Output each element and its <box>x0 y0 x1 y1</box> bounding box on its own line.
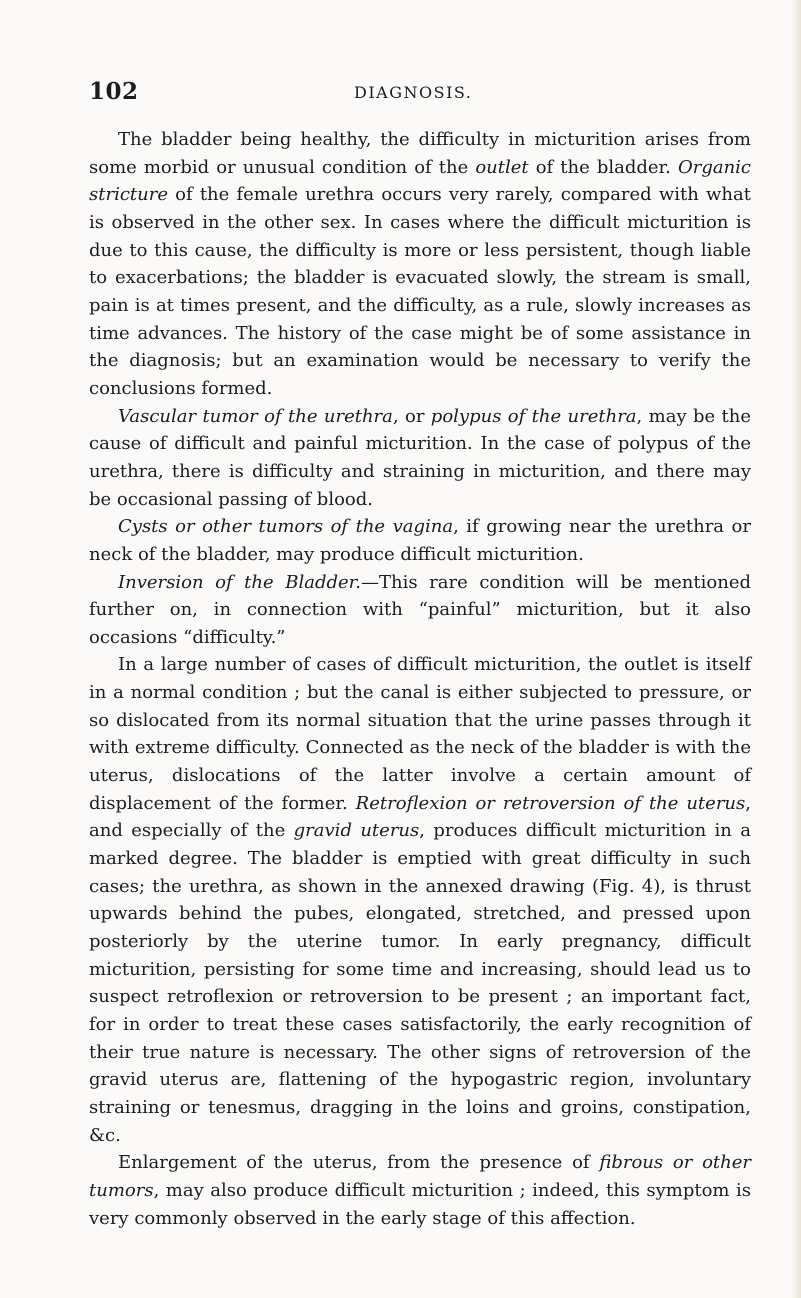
running-head: DIAGNOSIS. <box>354 83 473 102</box>
paragraph-vascular-tumor <box>89 403 751 514</box>
body-text <box>89 126 751 1232</box>
italic-term: Cysts or other tumors of the vagina <box>118 516 454 538</box>
italic-term: Inversion of the Bladder. <box>118 571 361 593</box>
italic-term: fibrous or other tumors <box>89 1152 751 1201</box>
page-edge-shading <box>791 0 801 1298</box>
italic-term: Organic stricture <box>89 156 752 206</box>
paragraph-cysts <box>89 513 751 568</box>
page-number: 102 <box>89 78 139 105</box>
text-run: , if growing near the urethra or neck of the bladder, may produce difficult micturition. <box>89 516 751 565</box>
italic-term: polypus of the urethra <box>430 405 637 427</box>
paragraph-inversion-of-bladder <box>89 569 751 652</box>
page-header <box>89 78 751 108</box>
text-run: , produces difficult micturition in a marked degree. The bladder is emptied with great difficulty in such cases; the urethra, as shown in the annexed drawing (Fig. 4), is thrust upwards behind the pubes, elongated, stretched, and pressed upon posteriorly by the uterine tumor. In early pregnancy, difficult micturition, persisting for some time and increasing, should lead us to suspect retroflexion or retroversion to be present ; an important fact, for in order to treat these cases satisfactorily, the early recognition of their true nature is necessary. The other signs of retroversion of the gravid uterus are, flattening of the hypogastric region, involuntary straining or tenesmus, dragging in the loins and groins, constipation, &c. <box>89 820 752 1146</box>
text-run: —This rare condition will be mentioned further on, in connection with “painful” micturition, but it also occasions “difficulty.” <box>89 571 751 648</box>
text-run: of the female urethra occurs very rarely, compared with what is observed in the other sex. In cases where the difficult micturition is due to this cause, the difficulty is more or less persistent, though liable to exacerbations; the bladder is evacuated slowly, the stream is small, pain is at times present, and the difficulty, as a rule, slowly increases as time advances. The history of the case might be of some assistance in the diagnosis; but an examination would be necessary to verify the conclusions formed. <box>89 184 751 399</box>
text-run: , may be the cause of difficult and painful micturition. In the case of polypus of the urethra, there is difficulty and straining in micturition, and there may be occasional passing of blood. <box>89 405 752 510</box>
italic-term: gravid uterus <box>293 820 420 842</box>
italic-term: Vascular tumor of the urethra <box>118 405 393 427</box>
text-run: In a large number of cases of difficult micturition, the outlet is itself in a normal condition ; but the canal is either subjected to pressure, or so dislocated from its normal situation that the urine passes through it with extreme difficulty. Connected as the neck of the bladder is with the uterus, dislocations of the latter involve a certain amount of displacement of the former. <box>89 654 751 814</box>
text-run: , may also produce difficult micturition ; indeed, this symptom is very commonly observed in the early stage of this affection. <box>89 1179 751 1229</box>
text-run: , or <box>392 405 431 427</box>
paragraph-displacement <box>89 651 751 1149</box>
paragraph-enlargement-of-uterus <box>89 1149 751 1232</box>
text-run: The bladder being healthy, the difficulty in micturition arises from some morbid or unusual condition of the <box>89 129 751 178</box>
paragraph-organic-stricture <box>89 126 751 403</box>
text-run: of the bladder. <box>528 156 678 178</box>
italic-term: outlet <box>475 156 529 178</box>
text-run: , and especially of the <box>89 792 751 842</box>
italic-term: Retroflexion or retroversion of the uterus <box>355 792 746 814</box>
text-run: Enlargement of the uterus, from the presence of <box>118 1152 600 1174</box>
